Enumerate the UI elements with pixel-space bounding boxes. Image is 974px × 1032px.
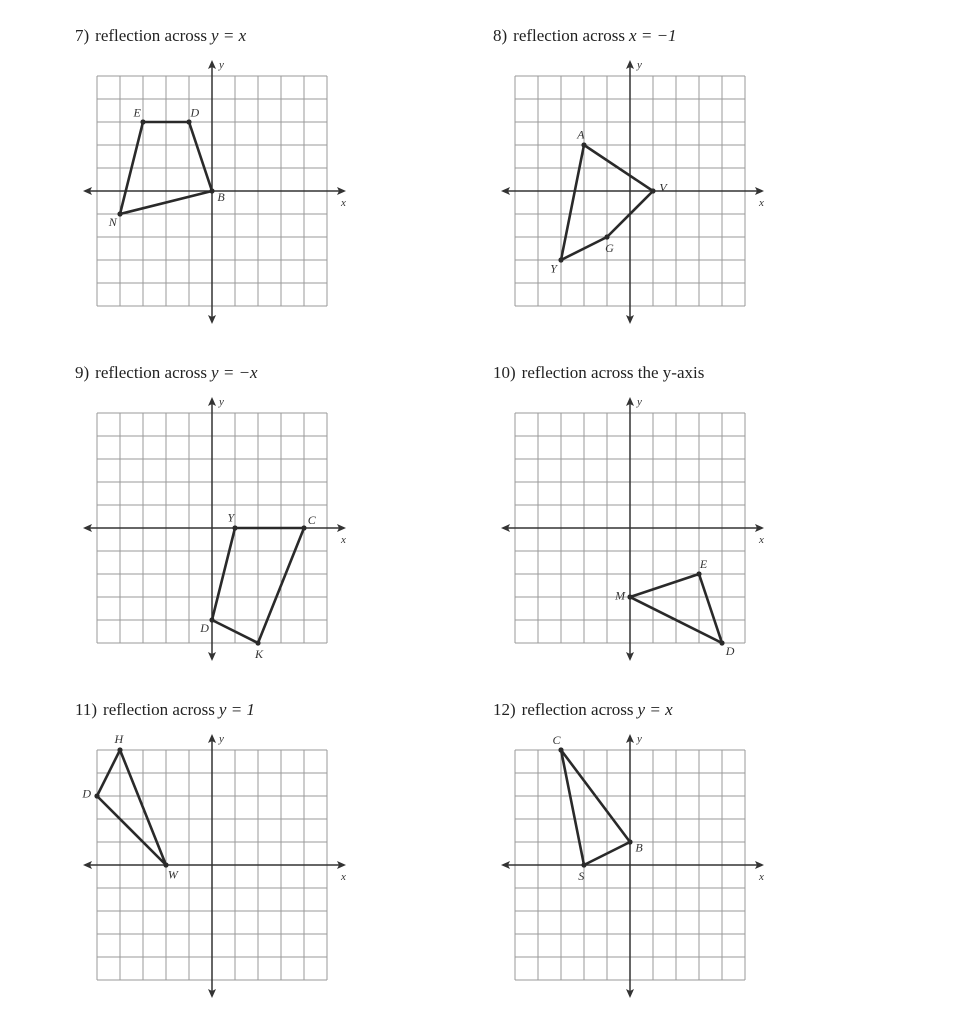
vertex-point — [604, 234, 609, 239]
problem-7 — [75, 26, 495, 356]
problem-number: 9) — [75, 363, 90, 382]
vertex-point — [255, 640, 260, 645]
problem-number: 8) — [493, 26, 508, 45]
vertex-label: B — [635, 840, 643, 855]
problem-11 — [75, 700, 495, 1030]
coordinate-grid — [493, 363, 793, 673]
vertex-label: K — [254, 646, 264, 661]
problem-text: reflection across — [513, 26, 626, 45]
vertex-point — [581, 142, 586, 147]
vertex-point — [301, 525, 306, 530]
vertex-label: D — [82, 786, 92, 801]
vertex-label: B — [217, 189, 225, 204]
problem-equation: y = 1 — [218, 700, 255, 719]
vertex-point — [209, 188, 214, 193]
vertex-label: V — [659, 180, 667, 195]
problem-text: reflection across — [95, 363, 208, 382]
vertex-label: D — [725, 643, 735, 658]
vertex-label: N — [108, 215, 117, 230]
problem-equation: y = −x — [211, 363, 258, 382]
vertex-label: A — [577, 127, 585, 142]
coordinate-grid — [75, 700, 375, 1010]
vertex-label: E — [699, 557, 708, 572]
vertex-point — [117, 747, 122, 752]
y-axis-label: y — [219, 733, 224, 745]
vertex-label: H — [114, 732, 124, 747]
x-axis-label: x — [759, 197, 764, 209]
y-axis-label: y — [637, 59, 642, 71]
vertex-label: M — [615, 588, 626, 603]
vertex-label: C — [307, 513, 316, 528]
vertex-point — [232, 525, 237, 530]
vertex-label: W — [167, 867, 178, 882]
vertex-label: S — [578, 868, 585, 883]
y-axis-label: y — [219, 59, 224, 71]
problem-number: 12) — [493, 700, 516, 719]
figure-polygon — [97, 750, 166, 865]
vertex-label: E — [133, 105, 141, 120]
problem-9 — [75, 363, 495, 693]
problem-text: reflection across — [103, 700, 215, 719]
problem-equation: x = −1 — [629, 26, 677, 45]
problem-number: 10) — [493, 363, 516, 382]
problem-number: 7) — [75, 26, 90, 45]
vertex-label: Y — [227, 510, 235, 525]
vertex-label: D — [190, 105, 200, 120]
y-axis-label: y — [637, 733, 642, 745]
y-axis-label: y — [637, 396, 642, 408]
vertex-point — [209, 617, 214, 622]
x-axis-label: x — [341, 534, 346, 546]
vertex-point — [627, 594, 632, 599]
vertex-point — [186, 119, 191, 124]
problem-text: reflection across — [521, 700, 634, 719]
coordinate-grid — [75, 26, 375, 336]
vertex-point — [94, 793, 99, 798]
problem-10 — [493, 363, 913, 693]
problem-12 — [493, 700, 913, 1030]
figure-polygon — [561, 750, 630, 865]
x-axis-label: x — [341, 871, 346, 883]
problem-equation: y = x — [211, 26, 247, 45]
problem-text: reflection across — [95, 26, 208, 45]
coordinate-grid — [493, 700, 793, 1010]
vertex-point — [140, 119, 145, 124]
problem-text: reflection across the y-axis — [521, 363, 705, 382]
vertex-point — [117, 211, 122, 216]
vertex-point — [581, 862, 586, 867]
vertex-label: Y — [550, 261, 557, 276]
x-axis-label: x — [759, 871, 764, 883]
vertex-point — [558, 747, 563, 752]
x-axis-label: x — [759, 534, 764, 546]
y-axis-label: y — [219, 396, 224, 408]
vertex-point — [696, 571, 701, 576]
vertex-point — [719, 640, 724, 645]
vertex-label: C — [552, 732, 561, 747]
coordinate-grid — [75, 363, 375, 673]
problem-number: 11) — [75, 700, 98, 719]
coordinate-grid — [493, 26, 793, 336]
vertex-point — [558, 257, 563, 262]
problem-equation: y = x — [637, 700, 673, 719]
x-axis-label: x — [341, 197, 346, 209]
vertex-point — [627, 839, 632, 844]
vertex-label: D — [200, 620, 209, 635]
problem-8 — [493, 26, 913, 356]
vertex-label: G — [605, 240, 614, 255]
vertex-point — [650, 188, 655, 193]
